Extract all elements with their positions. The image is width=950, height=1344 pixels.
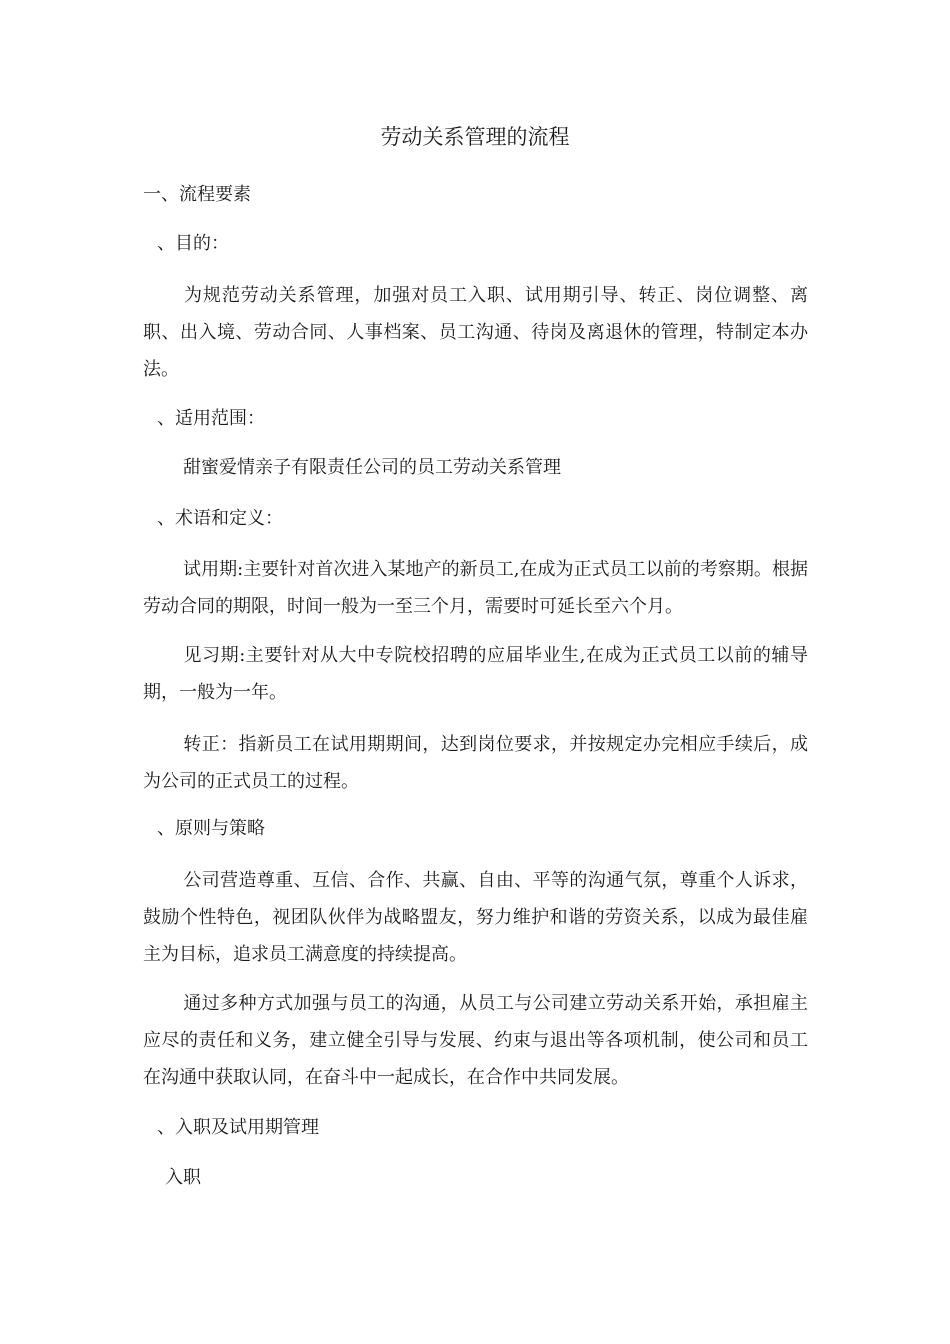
- document-title: 劳动关系管理的流程: [380, 125, 570, 149]
- paragraph-principles-1: [143, 862, 808, 973]
- heading-scope: 、适用范围：: [157, 408, 265, 429]
- paragraph-principles-2: [143, 985, 808, 1096]
- paragraph-scope: 甜蜜爱情亲子有限责任公司的员工劳动关系管理: [183, 457, 561, 478]
- paragraph-term-probation: [143, 551, 808, 625]
- principles-text-1: 公司营造尊重、互信、合作、共赢、自由、平等的沟通气氛，尊重个人诉求，鼓励个性特色，视团队伙伴为战略盟友，努力维护和谐的劳资关系，以成为最佳雇主为目标，追求员工满意度的持续提高。: [143, 870, 808, 965]
- subheading-onboarding: 入职: [165, 1167, 201, 1188]
- heading-principles: 、原则与策略: [157, 818, 265, 839]
- heading-terms: 、术语和定义：: [157, 508, 283, 529]
- term-internship-text: 见习期:主要针对从大中专院校招聘的应届毕业生,在成为正式员工以前的辅导期，一般为一年。: [143, 645, 808, 703]
- paragraph-purpose-text: 为规范劳动关系管理，加强对员工入职、试用期引导、转正、岗位调整、离职、出入境、劳动合同、人事档案、员工沟通、待岗及离退休的管理，特制定本办法。: [143, 285, 808, 380]
- heading-onboarding: 、入职及试用期管理: [157, 1117, 319, 1138]
- heading-purpose: 、目的：: [157, 233, 229, 254]
- paragraph-term-internship: [143, 637, 808, 711]
- principles-text-2: 通过多种方式加强与员工的沟通，从员工与公司建立劳动关系开始，承担雇主应尽的责任和义务，建立健全引导与发展、约束与退出等各项机制，使公司和员工在沟通中获取认同，在奋斗中一起成长，在合作中共同发展。: [143, 993, 808, 1088]
- paragraph-purpose: [143, 277, 808, 388]
- term-probation-text: 试用期:主要针对首次进入某地产的新员工,在成为正式员工以前的考察期。根据劳动合同的期限，时间一般为一至三个月，需要时可延长至六个月。: [143, 559, 808, 617]
- paragraph-term-regularization: [143, 726, 808, 800]
- term-regularization-text: 转正：指新员工在试用期期间，达到岗位要求，并按规定办完相应手续后，成为公司的正式员工的过程。: [143, 734, 808, 792]
- section-heading-flow-elements: 一、流程要素: [143, 184, 251, 205]
